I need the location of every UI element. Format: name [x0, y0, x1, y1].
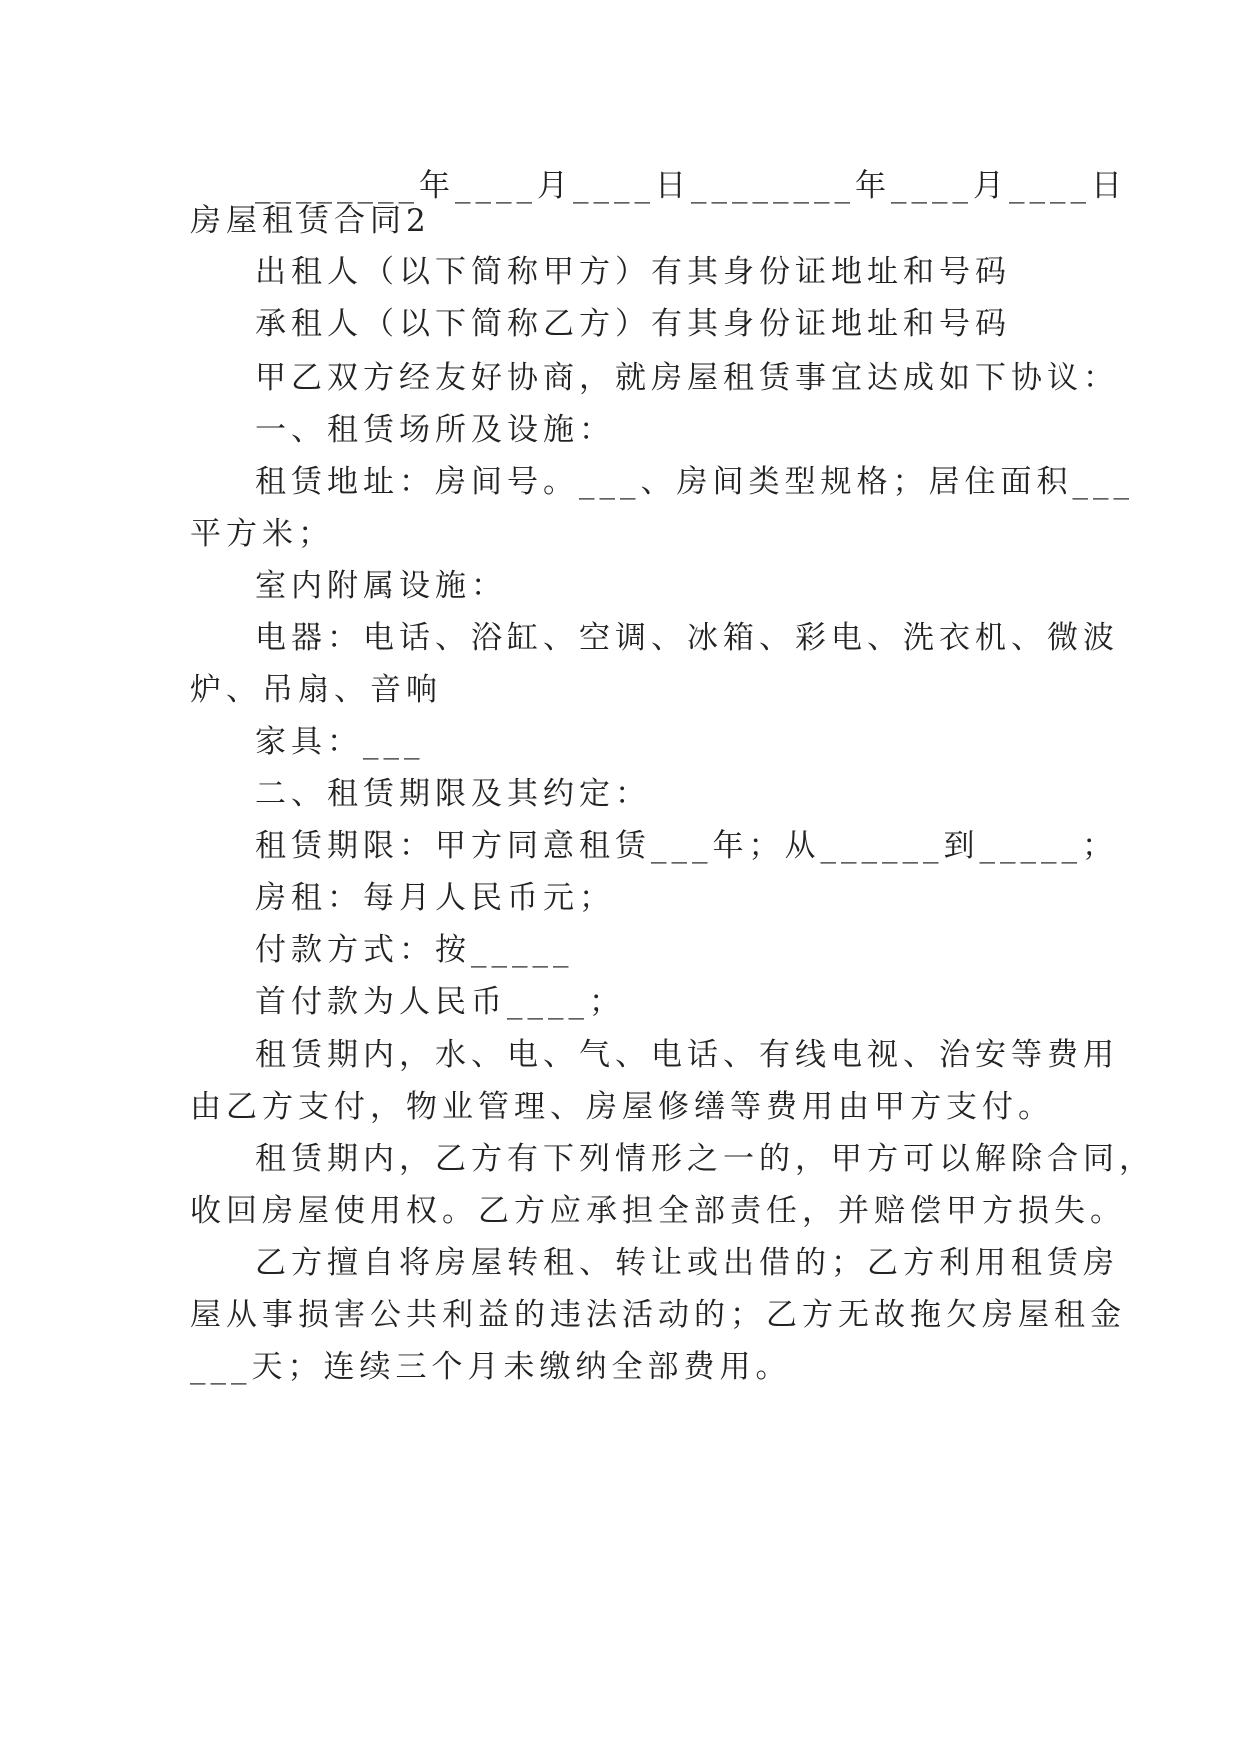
lessee-line: 承租人（以下简称乙方）有其身份证地址和号码 — [255, 306, 1011, 342]
facilities-heading: 室内附属设施： — [255, 568, 507, 604]
expenses-paragraph-cont: 由乙方支付，物业管理、房屋修缮等费用由甲方支付。 — [190, 1089, 1054, 1125]
contract-title: 房屋租赁合同2 — [190, 203, 431, 239]
lessor-line: 出租人（以下简称甲方）有其身份证地址和号码 — [255, 254, 1011, 290]
section-heading-premises: 一、租赁场所及设施： — [255, 412, 615, 448]
breach-paragraph-cont: 屋从事损害公共利益的违法活动的；乙方无故拖欠房屋租金 — [190, 1297, 1126, 1333]
furniture-line: 家具：___ — [255, 724, 425, 760]
lease-term-line: 租赁期限：甲方同意租赁___年；从______到_____； — [255, 828, 1118, 864]
agreement-intro: 甲乙双方经友好协商，就房屋租赁事宜达成如下协议： — [255, 360, 1119, 396]
breach-paragraph-end: ___天；连续三个月未缴纳全部费用。 — [190, 1349, 792, 1385]
payment-method-line: 付款方式：按_____ — [255, 932, 574, 968]
expenses-paragraph: 租赁期内，水、电、气、电话、有线电视、治安等费用 — [255, 1037, 1119, 1073]
rental-address-line-cont: 平方米； — [190, 516, 334, 552]
rental-address-line: 租赁地址：房间号。___、房间类型规格；居住面积___ — [255, 464, 1134, 500]
rent-line: 房租：每月人民币元； — [255, 880, 615, 916]
appliances-line-cont: 炉、吊扇、音响 — [190, 672, 442, 708]
appliances-line: 电器：电话、浴缸、空调、冰箱、彩电、洗衣机、微波 — [255, 620, 1119, 656]
down-payment-line: 首付款为人民币____； — [255, 984, 625, 1020]
breach-paragraph: 乙方擅自将房屋转租、转让或出借的；乙方利用租赁房 — [255, 1245, 1119, 1281]
section-heading-term: 二、租赁期限及其约定： — [255, 776, 651, 812]
signature-date-line: ________年____月____日________年____月____日 — [255, 168, 1127, 204]
termination-paragraph: 租赁期内，乙方有下列情形之一的，甲方可以解除合同， — [255, 1141, 1155, 1177]
termination-paragraph-cont: 收回房屋使用权。乙方应承担全部责任，并赔偿甲方损失。 — [190, 1193, 1126, 1229]
